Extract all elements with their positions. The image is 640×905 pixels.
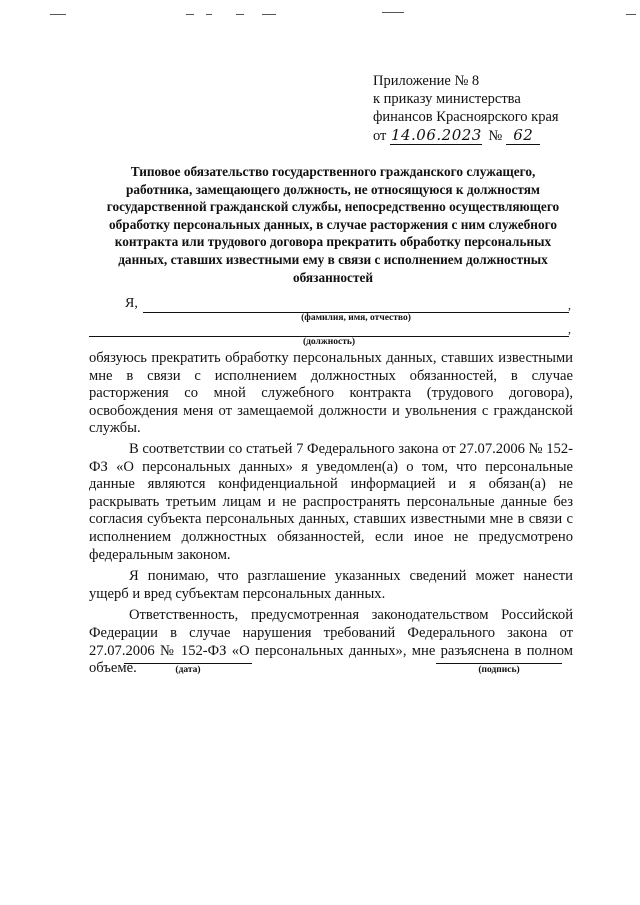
document-title: Типовое обязательство государственного гражданского служащего, работника, замещающего должность, не относящуюся к должностям государственной гражданской службы, непосредственно осуществляющего обработку персональных данных, в случае расторжения с ним служебного контракта или трудового договора прекратить обработку персональных данных, ставших известными ему в связи с исполнением должностных обязанностей xyxy=(106,164,560,285)
signature-caption: (подпись) xyxy=(478,665,520,675)
handwritten-number: 62 xyxy=(506,126,540,145)
position-line-comma: , xyxy=(568,322,571,336)
number-label: № xyxy=(488,128,503,144)
name-caption: (фамилия, имя, отчество) xyxy=(301,313,411,323)
document-body xyxy=(89,350,573,678)
scan-artifacts xyxy=(0,14,640,20)
paragraph-responsibility: Ответственность, предусмотренная законодательством Российской Федерации в случае нарушения требований Федерального закона от 27.07.2006 № 152-ФЗ «О персональных данных», мне разъяснена в полном объеме. xyxy=(89,607,573,677)
appendix-ministry: финансов Красноярского края xyxy=(373,109,559,125)
appendix-header xyxy=(373,72,623,145)
name-line-comma: , xyxy=(568,298,571,312)
date-sign-line[interactable] xyxy=(124,663,252,664)
appendix-order-ref: к приказу министерства xyxy=(373,91,521,107)
date-caption: (дата) xyxy=(175,665,201,675)
appendix-date-row xyxy=(373,126,623,145)
signature-line[interactable] xyxy=(436,663,562,664)
appendix-number: Приложение № 8 xyxy=(373,73,480,89)
from-label: от xyxy=(373,128,387,144)
handwritten-date: 14.06.2023 xyxy=(390,126,482,144)
position-caption: (должность) xyxy=(302,337,356,347)
paragraph-obligation: обязуюсь прекратить обработку персональных данных, ставших известными мне в связи с исполнением должностных обязанностей, в случае расторжения со мной служебного контракта (трудового договора), освобождения меня от замещаемой должности и увольнения с гражданской службы. xyxy=(89,350,573,437)
paragraph-law-notice: В соответствии со статьей 7 Федерального закона от 27.07.2006 № 152-ФЗ «О персональных данных» я уведомлен(а) о том, что персональные данные являются конфиденциальной информацией и я обязан(а) не раскрывать третьим лицам и не распространять персональные данные без согласия субъекта персональных данных, ставших известными мне в связи с исполнением должностных обязанностей, если иное не предусмотрено федеральным законом. xyxy=(89,440,573,563)
paragraph-understanding: Я понимаю, что разглашение указанных сведений может нанести ущерб и вред субъектам персональных данных. xyxy=(89,568,573,602)
pronoun-label: Я, xyxy=(125,296,138,311)
